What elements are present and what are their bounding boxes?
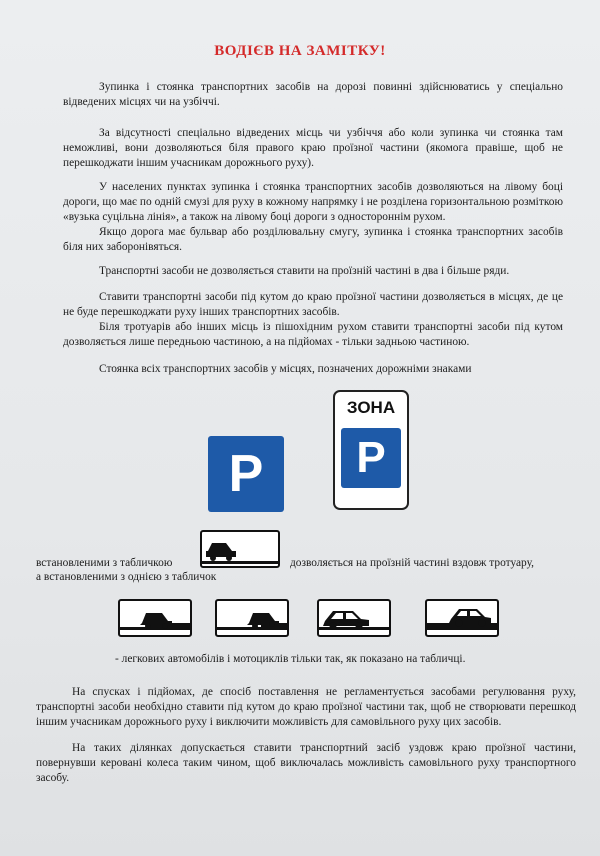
page-title: ВОДІЄВ НА ЗАМІТКУ! [214, 43, 386, 59]
zone-label: ЗОНА [346, 398, 396, 417]
parking-sign [208, 436, 284, 512]
parking-zone-sign [333, 390, 409, 510]
paragraph-5: Транспортні засоби не дозволяється ставити на проїзній частині в два і більше ряди. [99, 265, 510, 277]
zone-parking-square [341, 428, 401, 488]
car-on-sidewalk-icon [120, 601, 190, 635]
paragraph-2: За відсутності спеціально відведених місць чи узбіччя або коли зупинка чи стоянка там неможливі, вони дозволяються біля правого краю проїзної частини (якомога правіше, щоб не перешкоджати іншим учасникам дорожнього руху). [63, 127, 563, 169]
paragraph-4: Якщо дорога має бульвар або розділювальну смугу, зупинка і стоянка транспортних засобів біля них заборонівяться. [63, 226, 563, 253]
car-partly-on-sidewalk-icon [217, 601, 287, 635]
parking-letter: P [228, 445, 264, 503]
paragraph-3: У населених пунктах зупинка і стоянка транспортних засобів дозволяються на лівому боці дороги, що має по одній смузі для руху в кожному напрямку і не розділена горизонтальною розміткою «вузька суцільна лінія», а також на лівому боці дороги з одностороннім рухом. [63, 181, 563, 223]
plate-one-of-text: а встановленими з однією з табличок [36, 571, 217, 583]
paragraph-1: Зупинка і стоянка транспортних засобів на дорозі повинні здійснюватись у спеціально відведених місцях чи на узбіччі. [63, 81, 563, 108]
paragraph-11: На спусках і підйомах, де спосіб поставлення не регламентується засобами регулювання руху, транспортні засоби необхідно ставити під кутом до краю проїзної частини так, щоб не створювати перешкод іншим учасникам дорожнього руху і виключити можливість для самовільного руху цих засобів. [36, 686, 576, 728]
paragraph-12: На таких ділянках допускається ставити транспортний засіб уздовж краю проїзної частини, повернувши керовані колеса таким чином, щоб виключалась можливість самовільного руху транспортного засобу. [36, 742, 576, 784]
car-parallel-plate [200, 530, 280, 568]
paragraph-10: - легкових автомобілів і мотоциклів тільки так, як показано на табличці. [115, 653, 466, 665]
paragraph-8: Стоянка всіх транспортних засобів у місцях, позначених дорожніми знаками [99, 363, 472, 375]
plate-intro-text: встановленими з табличкою [36, 557, 173, 569]
car-on-curb-icon [427, 601, 497, 635]
plate-rule-text: дозволяється на проїзній частині вздовж тротуару, [290, 557, 535, 569]
car-at-curb-icon [319, 601, 389, 635]
car-parallel-icon [202, 532, 278, 566]
car-partly-on-sidewalk-plate [215, 599, 289, 637]
car-on-sidewalk-plate [118, 599, 192, 637]
car-at-curb-plate [317, 599, 391, 637]
car-on-curb-plate [425, 599, 499, 637]
zone-parking-letter: P [356, 433, 386, 482]
paragraph-6: Ставити транспортні засоби під кутом до краю проїзної частини дозволяється в місцях, де це не буде перешкоджати руху інших транспортних засобів. [63, 291, 563, 318]
paragraph-7: Біля тротуарів або інших місць із пішохідним рухом ставити транспортні засоби під кутом дозволяється лише передньою частиною, а на підйомах - тільки задньою частиною. [63, 321, 563, 348]
